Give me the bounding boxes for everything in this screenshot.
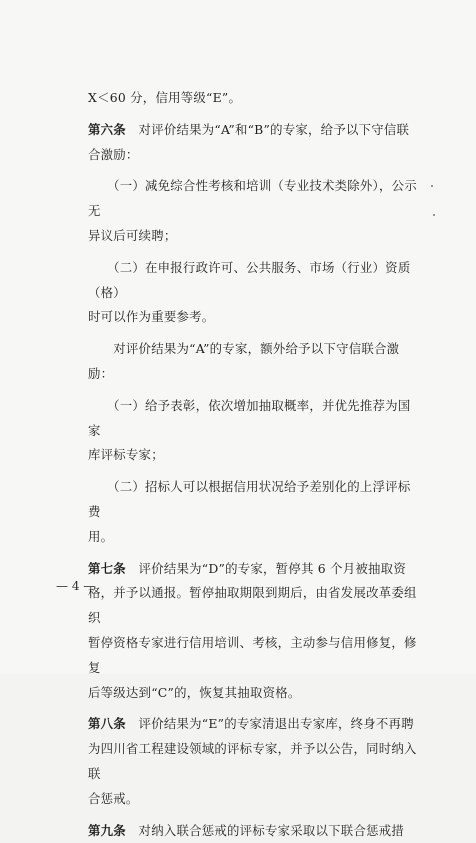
scan-speck <box>431 185 433 187</box>
paragraph-line: 对评价结果为“A”的专家，额外给予以下守信联合激励： <box>88 341 400 381</box>
article-text: 评价结果为“E”的专家清退出专家库，终身不再聘 <box>125 716 414 732</box>
article-heading: 第七条 <box>88 560 126 576</box>
article-8 <box>88 712 418 811</box>
article-text: 评价结果为“D”的专家，暂停其 6 个月被抽取资 <box>125 560 406 576</box>
paragraph-line: 后等级达到“C”的，恢复其抽取资格。 <box>88 684 301 700</box>
paragraph-line: （一）减免综合性考核和培训（专业技术类除外），公示无 <box>88 178 417 219</box>
paragraph-line: 合惩戒。 <box>88 790 139 806</box>
article-7 <box>88 557 418 706</box>
article-9 <box>88 819 418 843</box>
article-text: 对纳入联合惩戒的评标专家采取以下联合惩戒措 <box>125 822 405 838</box>
paragraph-line: 用。 <box>88 528 114 544</box>
paragraph-line: （二）招标人可以根据信用状况给予差别化的上浮评标费 <box>88 479 411 519</box>
scan-speck <box>433 214 435 216</box>
paragraph-line <box>88 118 418 143</box>
article-heading: 第八条 <box>88 716 126 732</box>
article-heading: 第六条 <box>88 121 126 137</box>
article-heading: 第九条 <box>88 822 126 838</box>
paragraph-line: 暂停资格专家进行信用培训、考核，主动参与信用修复，修复 <box>88 634 417 675</box>
paragraph-line: 合激励： <box>88 146 139 162</box>
article-6-item-1 <box>88 174 418 248</box>
page-number: — 4 — <box>56 579 96 593</box>
article-6-extra-item-1 <box>88 394 418 468</box>
article-text: 对评价结果为“A”和“B”的专家，给予以下守信联 <box>125 121 410 137</box>
paragraph-line: 时可以作为重要参考。 <box>88 309 215 325</box>
paragraph-line: （一）给予表彰，依次增加抽取概率，并优先推荐为国家 <box>88 397 411 438</box>
paragraph-line: X＜60 分，信用等级“E”。 <box>88 90 242 105</box>
document-body <box>88 86 418 843</box>
paragraph-line: 异议后可续聘； <box>88 227 177 243</box>
paragraph-line <box>88 712 418 737</box>
article-6-extra <box>88 337 418 387</box>
paragraph-grade-e <box>88 86 418 111</box>
paragraph-line: 库评标专家； <box>88 447 164 463</box>
paragraph-line <box>88 557 418 582</box>
article-6-item-2 <box>88 256 418 330</box>
article-6-extra-item-2 <box>88 475 418 549</box>
paragraph-line: 格，并予以通报。暂停抽取期限到期后，由省发展改革委组织 <box>88 585 417 626</box>
article-6 <box>88 118 418 168</box>
paragraph-line: 为四川省工程建设领域的评标专家，并予以公告，同时纳入联 <box>88 741 417 781</box>
paragraph-line: （二）在申报行政许可、公共服务、市场（行业）资质（格） <box>88 259 411 300</box>
paragraph-line <box>88 819 418 843</box>
